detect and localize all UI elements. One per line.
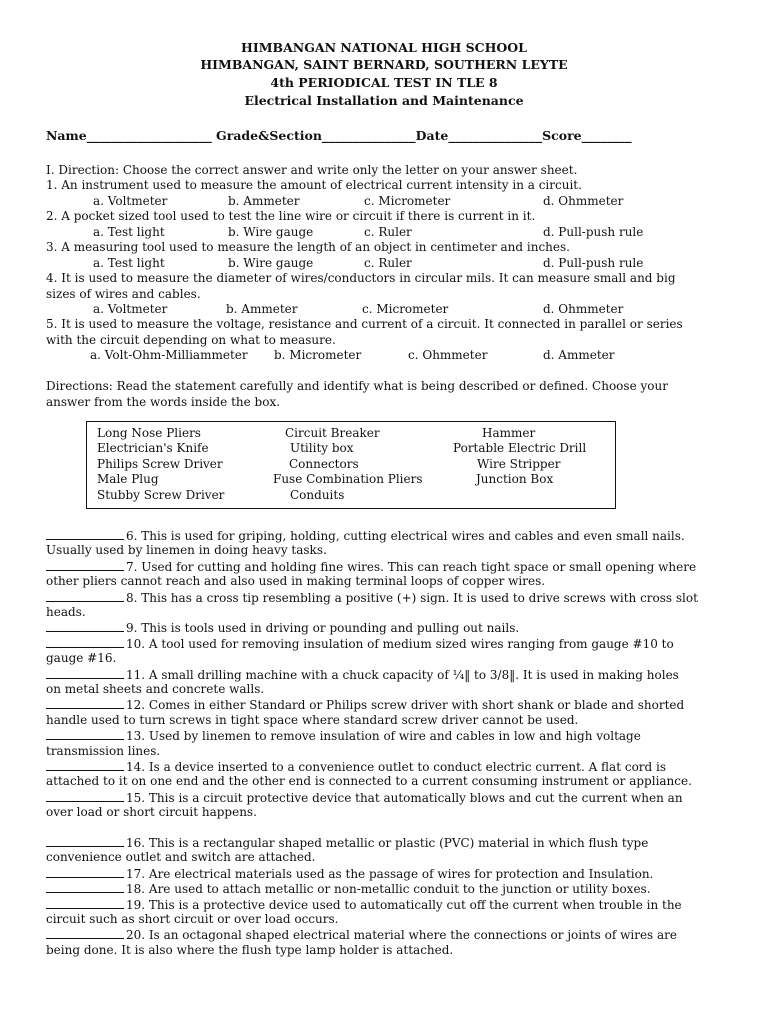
answer-blank[interactable] bbox=[46, 697, 124, 709]
question-2: 2. A pocket sized tool used to test the line wire or circuit if there is current in it. bbox=[46, 209, 536, 223]
answer-blank[interactable] bbox=[46, 881, 124, 893]
item-text: 13. Used by linemen to remove insulation of wire and cables in low and high voltage bbox=[126, 729, 641, 744]
part1-direction: I. Direction: Choose the correct answer and write only the letter on your answer sheet. bbox=[46, 163, 578, 177]
q1-option-d: d. Ohmmeter bbox=[543, 194, 624, 208]
item-line bbox=[46, 559, 726, 575]
word-box-item: Conduits bbox=[290, 488, 345, 502]
subject-title: Electrical Installation and Maintenance bbox=[244, 93, 524, 108]
student-info-line: Name____________________ Grade&Section_______________Date_______________Score________ bbox=[46, 128, 632, 143]
q3-option-d: d. Pull-push rule bbox=[543, 256, 644, 270]
q4-option-b: b. Ammeter bbox=[226, 302, 298, 316]
answer-blank[interactable] bbox=[46, 790, 124, 802]
item-line bbox=[46, 728, 726, 744]
q4-option-d: d. Ohmmeter bbox=[543, 302, 624, 316]
item-continuation: circuit such as short circuit or over load occurs. bbox=[46, 912, 339, 926]
word-box-item: Connectors bbox=[289, 457, 359, 471]
question-5-line1: 5. It is used to measure the voltage, resistance and current of a circuit. It connected in parallel or series bbox=[46, 317, 683, 331]
answer-blank[interactable] bbox=[46, 897, 124, 909]
word-box bbox=[86, 421, 616, 509]
item-text: 19. This is a protective device used to automatically cut off the current when trouble in the bbox=[126, 897, 682, 912]
question-3: 3. A measuring tool used to measure the length of an object in centimeter and inches. bbox=[46, 240, 570, 254]
answer-blank[interactable] bbox=[46, 620, 124, 632]
word-box-item: Long Nose Pliers bbox=[97, 426, 201, 440]
item-line bbox=[46, 667, 726, 683]
item-line bbox=[46, 866, 726, 882]
word-box-item: Portable Electric Drill bbox=[453, 441, 587, 455]
word-box-item: Wire Stripper bbox=[477, 457, 561, 471]
answer-blank[interactable] bbox=[46, 590, 124, 602]
item-text: 16. This is a rectangular shaped metallic or plastic (PVC) material in which flush type bbox=[126, 836, 649, 850]
q2-option-b: b. Wire gauge bbox=[228, 225, 314, 239]
item-line bbox=[46, 636, 726, 652]
item-text: 14. Is a device inserted to a convenience outlet to conduct electric current. A flat cord is bbox=[126, 760, 667, 774]
item-line bbox=[46, 528, 726, 544]
q5-option-b: b. Micrometer bbox=[274, 348, 362, 362]
answer-blank[interactable] bbox=[46, 528, 124, 540]
answer-blank[interactable] bbox=[46, 866, 124, 878]
item-continuation: transmission lines. bbox=[46, 743, 161, 758]
item-continuation: handle used to turn screws in tight space where standard screw driver cannot be used. bbox=[46, 712, 579, 727]
q1-option-a: a. Voltmeter bbox=[93, 194, 168, 208]
question-4-line1: 4. It is used to measure the diameter of wires/conductors in circular mils. It can measure small and big bbox=[46, 271, 676, 285]
item-line bbox=[46, 759, 726, 775]
answer-blank[interactable] bbox=[46, 835, 124, 847]
item-continuation: attached to it on one end and the other end is connected to a current consuming instrument or appliance. bbox=[46, 774, 692, 789]
q5-option-a: a. Volt-Ohm-Milliammeter bbox=[90, 348, 248, 362]
item-text: 20. Is an octagonal shaped electrical material where the connections or joints of wires are bbox=[126, 928, 678, 943]
item-text: 9. This is tools used in driving or pounding and pulling out nails. bbox=[126, 621, 520, 636]
part2-direction-line1: Directions: Read the statement carefully and identify what is being described or defined. Choose your bbox=[46, 379, 668, 393]
answer-blank[interactable] bbox=[46, 636, 124, 648]
item-line bbox=[46, 897, 726, 913]
item-text: 15. This is a circuit protective device that automatically blows and cut the current when an bbox=[126, 790, 683, 805]
item-text: 18. Are used to attach metallic or non-metallic conduit to the junction or utility boxes. bbox=[126, 882, 651, 897]
word-box-item: Junction Box bbox=[476, 472, 554, 486]
item-continuation: Usually used by linemen in doing heavy tasks. bbox=[46, 543, 327, 558]
item-line bbox=[46, 927, 726, 943]
item-continuation: gauge #16. bbox=[46, 651, 117, 666]
item-text: 12. Comes in either Standard or Philips screw driver with short shank or blade and shorted bbox=[126, 698, 685, 713]
word-box-item: Utility box bbox=[290, 441, 354, 455]
item-text: 8. This has a cross tip resembling a positive (+) sign. It is used to drive screws with cross slot bbox=[126, 590, 698, 605]
item-continuation: other pliers cannot reach and also used in making terminal loops of copper wires. bbox=[46, 574, 546, 589]
answer-blank[interactable] bbox=[46, 759, 124, 771]
q3-option-c: c. Ruler bbox=[364, 256, 412, 270]
word-box-item: Circuit Breaker bbox=[285, 426, 380, 440]
question-1: 1. An instrument used to measure the amount of electrical current intensity in a circuit. bbox=[46, 178, 582, 192]
item-line bbox=[46, 881, 726, 897]
q2-option-d: d. Pull-push rule bbox=[543, 225, 644, 239]
question-5-line2: with the circuit depending on what to measure. bbox=[46, 333, 336, 347]
question-4-line2: sizes of wires and cables. bbox=[46, 287, 201, 301]
q2-option-a: a. Test light bbox=[93, 225, 165, 239]
test-title: 4th PERIODICAL TEST IN TLE 8 bbox=[270, 75, 498, 90]
word-box-item: Philips Screw Driver bbox=[97, 457, 223, 471]
q4-option-c: c. Micrometer bbox=[362, 302, 449, 316]
item-continuation: heads. bbox=[46, 605, 86, 619]
item-text: 7. Used for cutting and holding fine wires. This can reach tight space or small opening where bbox=[126, 559, 697, 574]
answer-blank[interactable] bbox=[46, 927, 124, 939]
word-box-item: Male Plug bbox=[97, 472, 159, 486]
q3-option-b: b. Wire gauge bbox=[228, 256, 314, 270]
answer-blank[interactable] bbox=[46, 667, 124, 679]
item-line bbox=[46, 590, 726, 606]
q5-option-d: d. Ammeter bbox=[543, 348, 615, 362]
word-box-item: Stubby Screw Driver bbox=[97, 488, 225, 502]
item-text: 10. A tool used for removing insulation of medium sized wires ranging from gauge #10 to bbox=[126, 636, 674, 651]
q1-option-b: b. Ammeter bbox=[228, 194, 300, 208]
word-box-item: Hammer bbox=[482, 426, 536, 440]
item-continuation: on metal sheets and concrete walls. bbox=[46, 682, 265, 696]
school-name: HIMBANGAN NATIONAL HIGH SCHOOL bbox=[241, 40, 527, 55]
item-continuation: over load or short circuit happens. bbox=[46, 805, 257, 820]
item-text: 11. A small drilling machine with a chuck capacity of ¼‖ to 3/8‖. It is used in making holes bbox=[126, 667, 679, 682]
item-continuation: convenience outlet and switch are attached. bbox=[46, 850, 316, 865]
word-box-item: Electrician's Knife bbox=[97, 441, 209, 455]
item-line bbox=[46, 697, 726, 713]
school-address: HIMBANGAN, SAINT BERNARD, SOUTHERN LEYTE bbox=[200, 57, 568, 72]
item-line bbox=[46, 620, 726, 636]
item-line bbox=[46, 835, 726, 851]
q3-option-a: a. Test light bbox=[93, 256, 165, 270]
q5-option-c: c. Ohmmeter bbox=[408, 348, 488, 362]
part2-direction-line2: answer from the words inside the box. bbox=[46, 395, 281, 409]
item-text: 17. Are electrical materials used as the passage of wires for protection and Insulation. bbox=[126, 866, 654, 881]
q4-option-a: a. Voltmeter bbox=[93, 302, 168, 316]
item-line bbox=[46, 790, 726, 806]
q1-option-c: c. Micrometer bbox=[364, 194, 451, 208]
item-continuation: being done. It is also where the flush type lamp holder is attached. bbox=[46, 942, 454, 957]
answer-blank[interactable] bbox=[46, 559, 124, 571]
item-text: 6. This is used for griping, holding, cutting electrical wires and cables and even small nails. bbox=[126, 529, 685, 543]
word-box-item: Fuse Combination Pliers bbox=[273, 472, 423, 486]
q2-option-c: c. Ruler bbox=[364, 225, 412, 239]
answer-blank[interactable] bbox=[46, 728, 124, 740]
